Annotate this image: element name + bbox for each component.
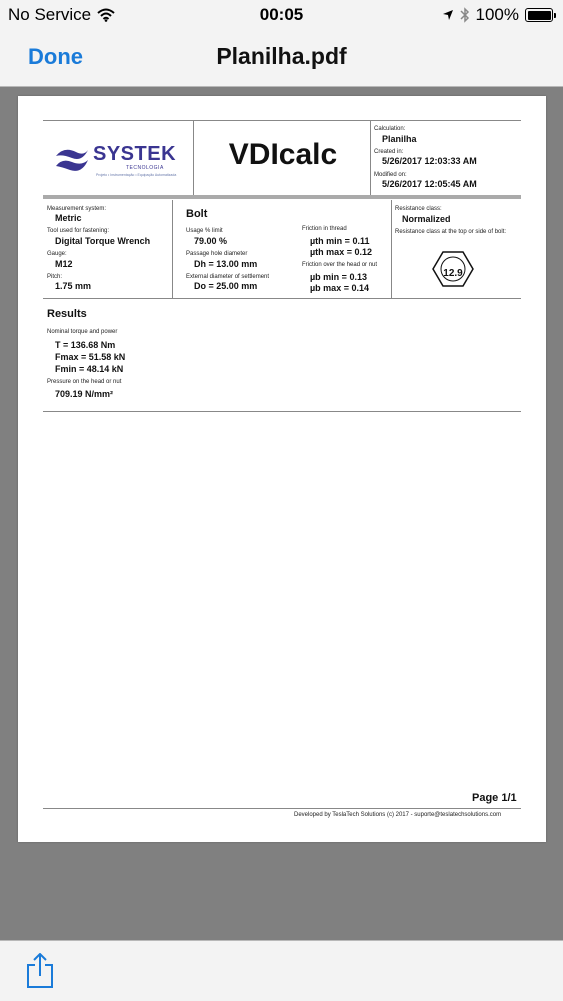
pdf-page[interactable]: [18, 96, 546, 842]
header-top-rule: [43, 120, 521, 121]
bolt-heading: Bolt: [186, 208, 208, 220]
page-number: Page 1/1: [472, 792, 517, 804]
ub-min-value: µb min = 0.13: [310, 272, 367, 282]
app-title: VDIcalc: [228, 138, 338, 171]
pitch-value: 1.75 mm: [55, 281, 92, 291]
resistance-value: Normalized: [402, 214, 451, 224]
created-label: Created in:: [374, 149, 404, 155]
status-time: 00:05: [259, 5, 304, 24]
battery-icon: [525, 8, 553, 22]
nominal-label: Nominal torque and power: [47, 329, 118, 335]
ub-max-value: µb max = 0.14: [310, 283, 369, 293]
created-value: 5/26/2017 12:03:33 AM: [382, 156, 477, 166]
carrier-text: No Service: [8, 5, 92, 24]
pitch-label: Pitch:: [47, 274, 63, 280]
external-value: Do = 25.00 mm: [194, 281, 258, 291]
status-right: [442, 5, 553, 25]
results-heading: Results: [47, 308, 87, 320]
bottom-toolbar: [0, 940, 563, 1001]
tool-value: Digital Torque Wrench: [55, 236, 151, 246]
measurement-label: Measurement system:: [47, 206, 107, 212]
passage-label: Passage hole diameter: [186, 251, 248, 257]
logo-subtitle: TECNOLOGIA: [126, 165, 164, 171]
gauge-value: M12: [55, 259, 73, 269]
navigation-bar: [0, 30, 563, 87]
share-icon[interactable]: [26, 953, 54, 989]
pressure-label: Pressure on the head or nut: [47, 379, 122, 385]
measurement-value: Metric: [55, 213, 82, 223]
location-arrow-icon: [442, 9, 454, 21]
passage-value: Dh = 13.00 mm: [194, 259, 258, 269]
resistance-label: Resistance class:: [395, 206, 442, 212]
header-bottom-rule: [43, 195, 521, 199]
usage-label: Usage % limit: [186, 228, 223, 234]
friction-thread-label: Friction in thread: [302, 226, 347, 232]
params-divider-1: [172, 200, 173, 298]
systek-logo: [54, 142, 184, 182]
results-bottom-rule: [43, 411, 521, 412]
params-divider-2: [391, 200, 392, 298]
external-label: External diameter of settlement: [186, 274, 270, 280]
footer-rule: [43, 808, 521, 809]
gauge-label: Gauge:: [47, 251, 67, 257]
systek-logo-mark-icon: [54, 144, 90, 176]
torque-value: T = 136.68 Nm: [55, 340, 116, 350]
footer-credit: Developed by TeslaTech Solutions (c) 2017 - suporte@teslatechsolutions.com: [294, 812, 502, 818]
resistance-top-label: Resistance class at the top or side of bolt:: [395, 229, 507, 235]
resistance-badge: 12.9: [443, 268, 463, 279]
done-button[interactable]: Done: [28, 44, 83, 69]
battery-percent: 100%: [475, 5, 519, 24]
params-bottom-rule: [43, 298, 521, 299]
tool-label: Tool used for fastening:: [47, 228, 110, 234]
fmax-value: Fmax = 51.58 kN: [55, 352, 126, 362]
friction-head-label: Friction over the head or nut: [302, 262, 378, 268]
pressure-value: 709.19 N/mm²: [55, 389, 114, 399]
status-bar: [0, 0, 563, 30]
calculation-label: Calculation:: [374, 126, 406, 132]
usage-value: 79.00 %: [194, 236, 228, 246]
logo-tagline: Projeto • Instrumentação • Equipação Automatizada: [96, 173, 177, 177]
fmin-value: Fmin = 48.14 kN: [55, 364, 124, 374]
uth-max-value: µth max = 0.12: [310, 247, 372, 257]
bluetooth-icon: [460, 7, 470, 23]
logo-name: SYSTEK: [93, 143, 177, 165]
calculation-value: Planilha: [382, 134, 417, 144]
document-title: Planilha.pdf: [216, 43, 347, 69]
uth-min-value: µth min = 0.11: [310, 236, 370, 246]
modified-label: Modified on:: [374, 172, 407, 178]
modified-value: 5/26/2017 12:05:45 AM: [382, 179, 477, 189]
